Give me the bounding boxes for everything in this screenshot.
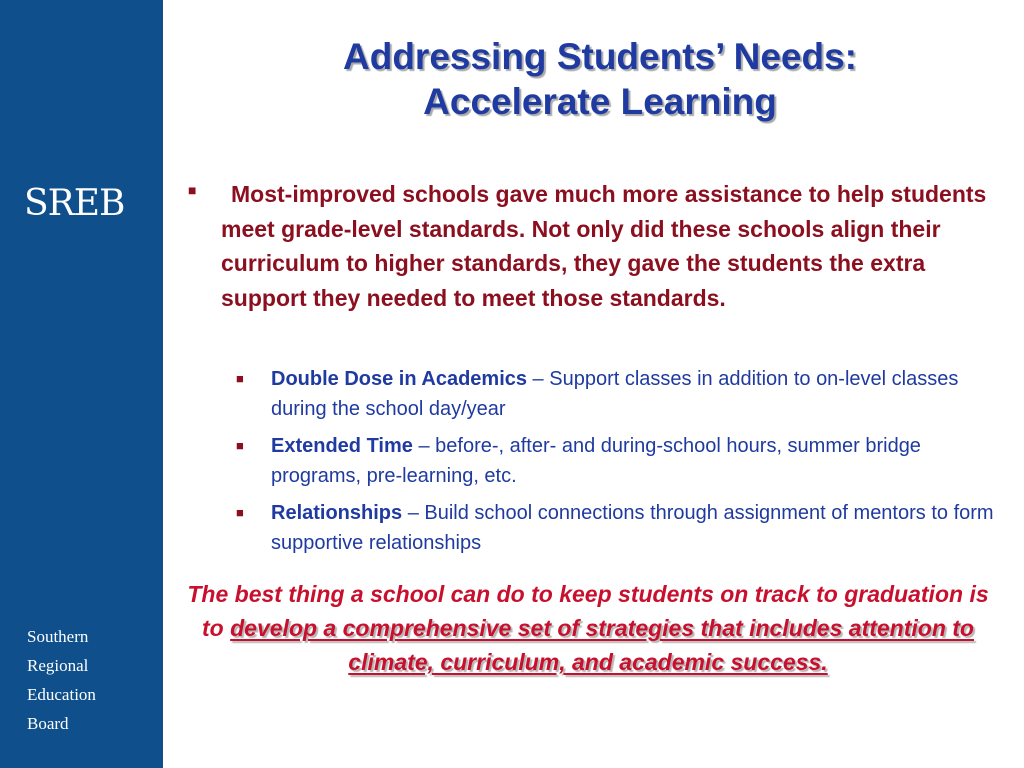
conclusion-emphasis: develop a comprehensive set of strategies that includes attention to climate, curriculum, and academic success. bbox=[230, 615, 974, 675]
title-line-1: Addressing Students’ Needs: bbox=[343, 36, 857, 77]
sub-bullet-desc: – Support classes in addition to on-level classes during the school day/year bbox=[271, 368, 959, 420]
square-bullet-icon: ■ bbox=[236, 438, 244, 453]
main-bullet-text: Most-improved schools gave much more assistance to help students meet grade-level standards. Not only did these schools align their curriculum to higher standards, they gave the students the extra support they needed to meet those standards. bbox=[221, 181, 987, 311]
sub-bullet-term: Double Dose in Academics bbox=[271, 368, 527, 390]
square-bullet-icon: ■ bbox=[236, 371, 244, 386]
sub-bullet-term: Relationships bbox=[271, 502, 403, 524]
title-line-2: Accelerate Learning bbox=[423, 81, 777, 122]
sub-bullet-list bbox=[236, 364, 996, 565]
conclusion-lead: The best thing a school can do to keep students on track to graduation is to bbox=[187, 581, 989, 641]
org-line: Board bbox=[27, 714, 69, 733]
sub-bullet-item bbox=[236, 364, 996, 424]
slide-title bbox=[200, 34, 1000, 124]
sreb-logo: SREB bbox=[24, 183, 125, 224]
org-line: Education bbox=[27, 685, 96, 704]
conclusion-statement bbox=[176, 577, 1000, 679]
sub-bullet-term: Extended Time bbox=[271, 435, 413, 457]
sub-bullet-item bbox=[236, 431, 996, 491]
sub-bullet-item bbox=[236, 498, 996, 558]
org-line: Southern bbox=[27, 627, 89, 646]
main-bullet bbox=[188, 177, 996, 315]
square-bullet-icon: ■ bbox=[188, 182, 197, 198]
org-line: Regional bbox=[27, 656, 89, 675]
organization-name bbox=[27, 622, 96, 738]
sidebar bbox=[0, 0, 163, 768]
sub-bullet-desc: – before-, after- and during-school hours, summer bridge programs, pre-learning, etc. bbox=[271, 435, 921, 487]
sub-bullet-desc: – Build school connections through assignment of mentors to form supportive relationships bbox=[271, 502, 994, 554]
square-bullet-icon: ■ bbox=[236, 505, 244, 520]
